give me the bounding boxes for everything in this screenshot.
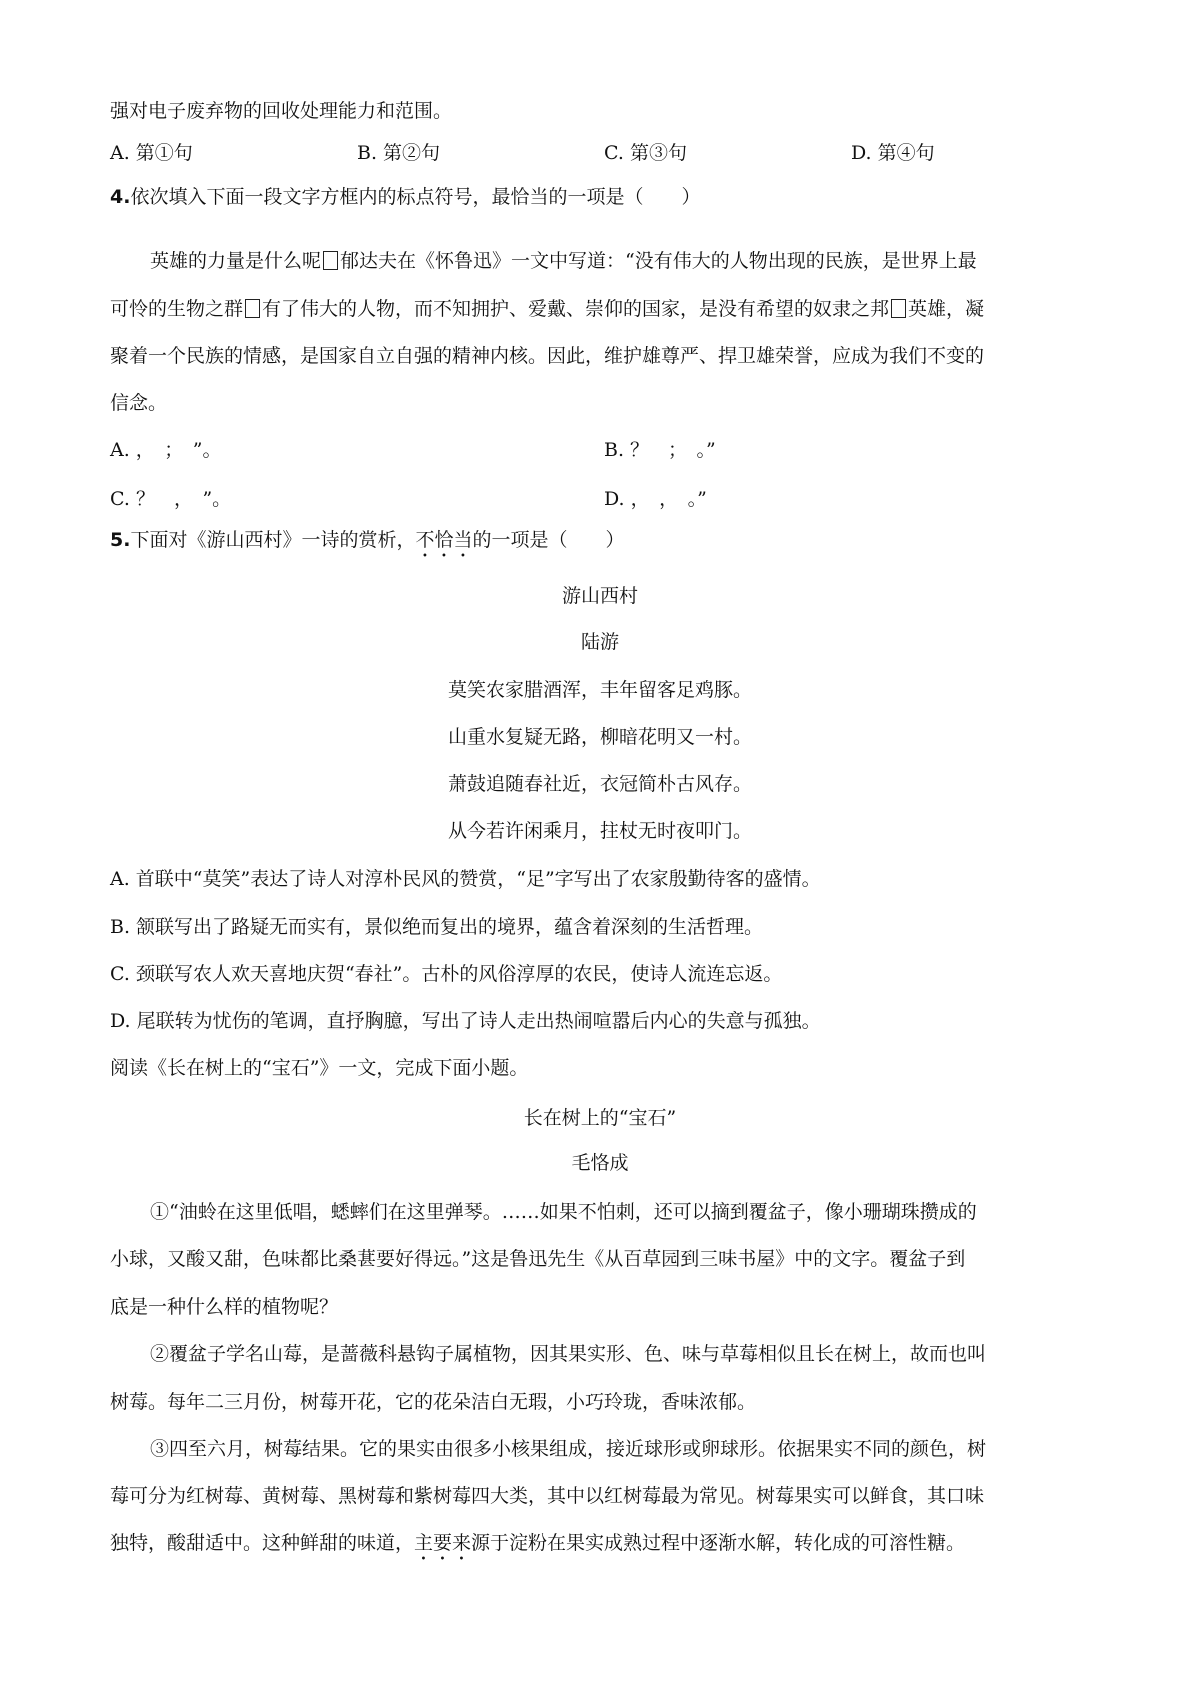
article-author: 毛恪成 <box>571 1152 629 1174</box>
blank-box-1 <box>323 251 338 270</box>
q4-number: 4. <box>110 186 131 208</box>
paragraph-2-line: 树莓。每年二三月份，树莓开花，它的花朵洁白无瑕，小巧玲珑，香味浓郁。 <box>110 1391 757 1413</box>
q4-stem <box>110 184 700 210</box>
emphasis-text: 主要来 <box>414 1532 472 1554</box>
q5-stem-text: 下面对《游山西村》一诗的赏析， <box>130 529 416 551</box>
q4-option-c: C. ？ ， ”。 <box>110 488 232 510</box>
paragraph-1-line: 底是一种什么样的植物呢？ <box>110 1296 339 1318</box>
q5-option-d: D. 尾联转为忧伤的笔调，直抒胸臆，写出了诗人走出热闹喧嚣后内心的失意与孤独。 <box>110 1010 821 1032</box>
blank-box-2 <box>245 299 260 318</box>
poem-title: 游山西村 <box>561 585 638 607</box>
poem-line: 萧鼓追随春社近，衣冠简朴古风存。 <box>447 773 752 795</box>
q4-passage-seg: 可怜的生物之群 <box>110 298 244 320</box>
q4-passage-line-1 <box>150 248 977 274</box>
q4-passage-seg: 英雄，凝 <box>908 298 985 320</box>
q4-passage-line-3: 聚着一个民族的情感，是国家自立自强的精神内核。因此，维护雄尊严、捍卫雄荣誉，应成为我们不变的 <box>110 345 985 367</box>
blank-box-3 <box>891 299 906 318</box>
q5-number: 5. <box>110 529 131 551</box>
paragraph-3-seg: 源于淀粉在果实成熟过程中逐渐水解，转化成的可溶性糖。 <box>471 1532 966 1554</box>
paragraph-3-line: 莓可分为红树莓、黄树莓、黑树莓和紫树莓四大类，其中以红树莓最为常见。树莓果实可以鲜食，其口味 <box>110 1485 985 1507</box>
q5-option-c: C. 颈联写农人欢天喜地庆贺“春社”。古朴的风俗淳厚的农民，使诗人流连忘返。 <box>110 963 783 985</box>
poem-line: 莫笑农家腊酒浑，丰年留客足鸡豚。 <box>447 679 752 701</box>
paragraph-1-line: ①“油蛉在这里低唱，蟋蟀们在这里弹琴。……如果不怕刺，还可以摘到覆盆子，像小珊瑚珠攒成的 <box>150 1201 977 1223</box>
q4-passage-line-4: 信念。 <box>110 392 168 414</box>
poem-line: 山重水复疑无路，柳暗花明又一村。 <box>447 726 752 748</box>
q3-option-d: D. 第④句 <box>851 142 935 164</box>
paragraph-3-line: ③四至六月，树莓结果。它的果实由很多小核果组成，接近球形或卵球形。依据果实不同的颜色，树 <box>150 1438 987 1460</box>
q5-option-a: A. 首联中“莫笑”表达了诗人对淳朴民风的赞赏，“足”字写出了农家殷勤待客的盛情。 <box>110 868 821 890</box>
q4-option-a: A. ， ； ”。 <box>110 439 222 461</box>
q3-option-b: B. 第②句 <box>357 142 441 164</box>
q3-option-c: C. 第③句 <box>604 142 687 164</box>
q4-option-d: D. ， ， 。” <box>604 488 707 510</box>
q5-stem <box>110 527 625 562</box>
q3-option-a: A. 第①句 <box>110 142 193 164</box>
poem-author: 陆游 <box>580 631 619 653</box>
q5-stem-text: 的一项是（ ） <box>472 529 625 551</box>
paragraph-3-seg: 独特，酸甜适中。这种鲜甜的味道， <box>110 1532 415 1554</box>
q5-stem-emphasis: 不恰当 <box>415 529 473 551</box>
article-title: 长在树上的“宝石” <box>523 1107 677 1129</box>
q3-tail-text: 强对电子废弃物的回收处理能力和范围。 <box>110 100 453 122</box>
q4-passage-line-2 <box>110 296 984 322</box>
q5-option-b: B. 颔联写出了路疑无而实有，景似绝而复出的境界，蕴含着深刻的生活哲理。 <box>110 916 764 938</box>
paragraph-2-line: ②覆盆子学名山莓，是蔷薇科悬钩子属植物，因其果实形、色、味与草莓相似且长在树上，故而也叫 <box>150 1343 987 1365</box>
reading-intro: 阅读《长在树上的“宝石”》一文，完成下面小题。 <box>110 1057 529 1079</box>
paragraph-3-line <box>110 1530 965 1565</box>
q4-passage-seg: 郁达夫在《怀鲁迅》一文中写道：“没有伟大的人物出现的民族，是世界上最 <box>340 250 977 272</box>
q4-option-b: B. ？ ； 。” <box>604 439 716 461</box>
poem-line: 从今若许闲乘月，拄杖无时夜叩门。 <box>447 820 752 842</box>
q4-passage-seg: 有了伟大的人物，而不知拥护、爱戴、崇仰的国家，是没有希望的奴隶之邦 <box>262 298 890 320</box>
q4-passage-seg: 英雄的力量是什么呢 <box>150 250 322 272</box>
paragraph-1-line: 小球，又酸又甜，色味都比桑葚要好得远。”这是鲁迅先生《从百草园到三味书屋》中的文字。覆盆子到 <box>110 1248 966 1270</box>
q4-stem-text: 依次填入下面一段文字方框内的标点符号，最恰当的一项是（ ） <box>130 186 701 208</box>
